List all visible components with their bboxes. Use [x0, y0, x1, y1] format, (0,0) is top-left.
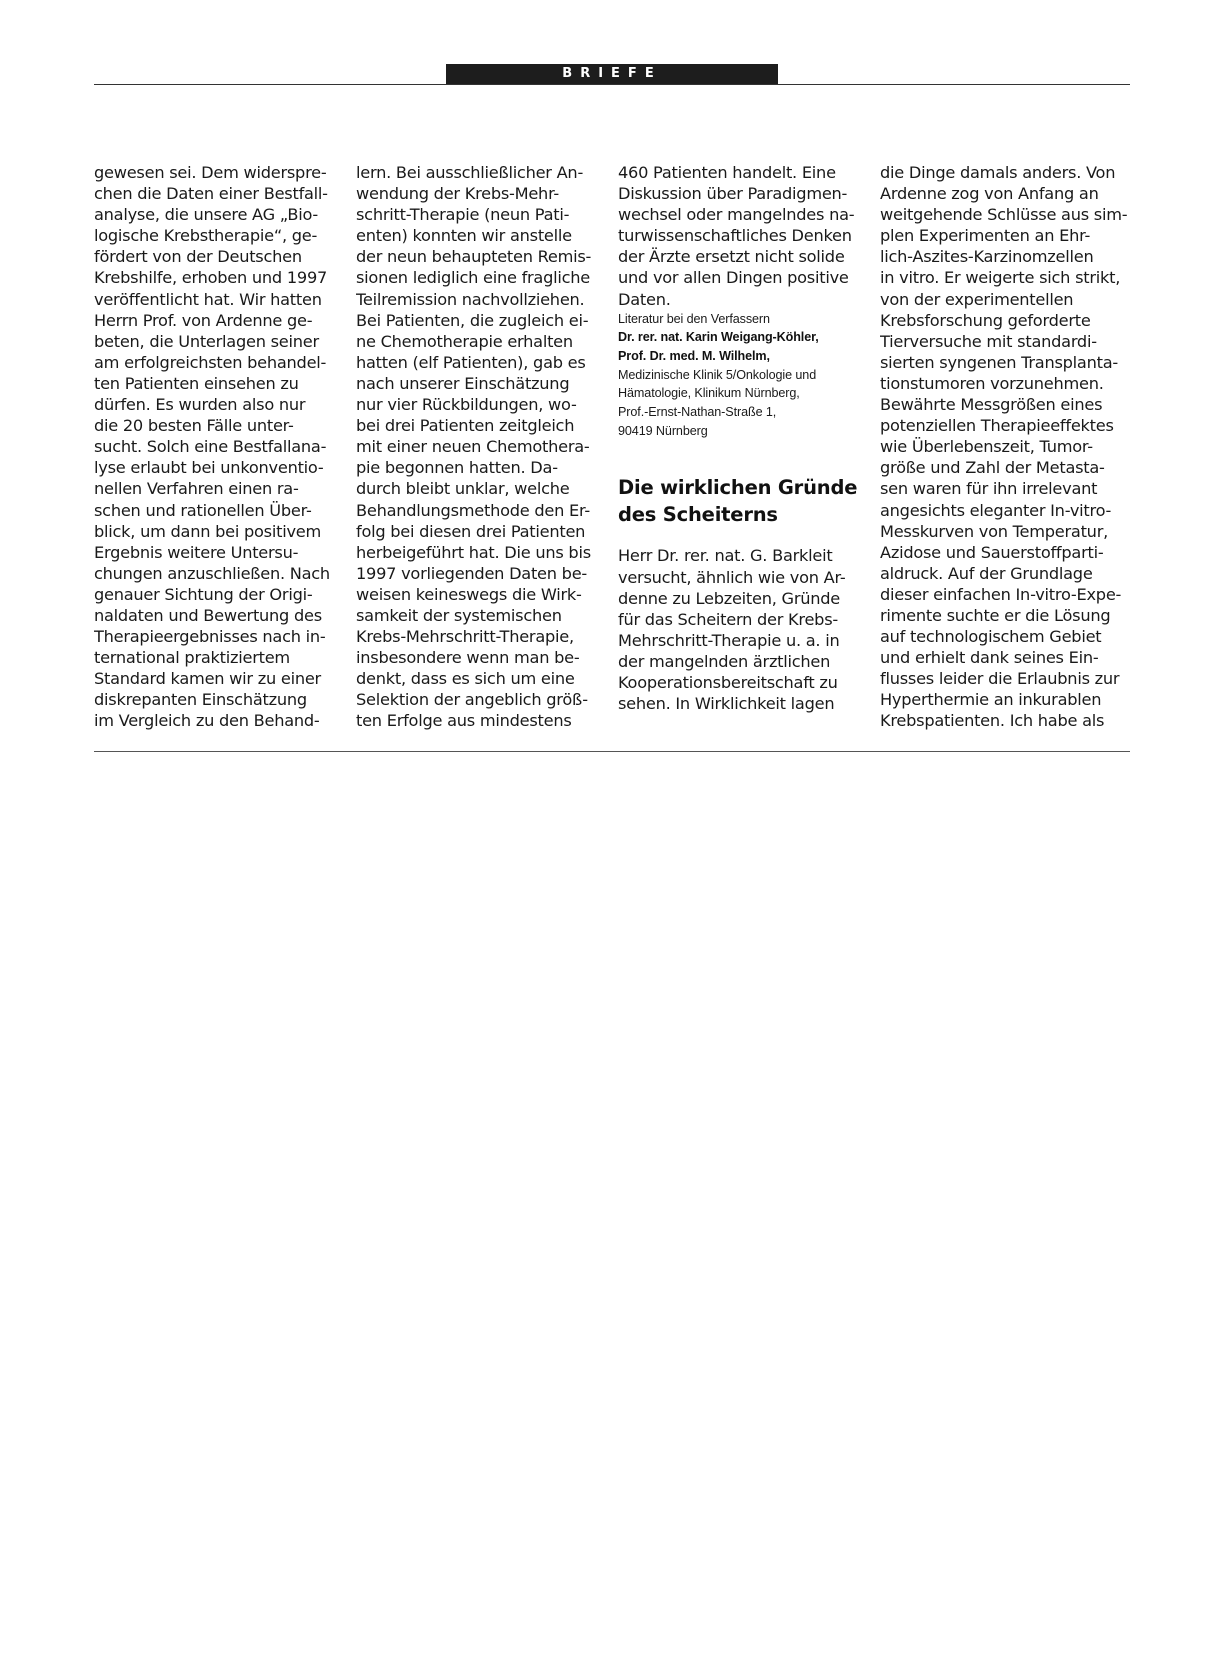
- author-line: Dr. rer. nat. Karin Weigang-Köhler,: [618, 330, 819, 345]
- text-line: 1997 vorliegenden Daten be-: [356, 563, 587, 583]
- text-line: Krebspatienten. Ich habe als: [880, 711, 1105, 731]
- text-line: Messkurven von Temperatur,: [880, 521, 1108, 541]
- text-line: Standard kamen wir zu einer: [94, 669, 321, 689]
- text-line: durch bleibt unklar, welche: [356, 479, 570, 499]
- text-line: der neun behaupteten Remis-: [356, 247, 592, 267]
- text-column-4: [880, 162, 1132, 732]
- text-line: für das Scheitern der Krebs-: [618, 609, 838, 629]
- text-line: gewesen sei. Dem widerspre-: [94, 163, 327, 182]
- text-line: mit einer neuen Chemothera-: [356, 437, 590, 457]
- text-line: Teilremission nachvollziehen.: [356, 289, 585, 309]
- text-line: Mehrschritt-Therapie u. a. in: [618, 630, 840, 650]
- footer-rule: [94, 751, 1130, 752]
- text-line: lern. Bei ausschließlicher An-: [356, 163, 584, 182]
- text-line: turwissenschaftliches Denken: [618, 226, 852, 246]
- text-line: Bewährte Messgrößen eines: [880, 395, 1103, 415]
- text-line: rimente suchte er die Lösung: [880, 605, 1111, 625]
- text-line: ternational praktiziertem: [94, 648, 290, 668]
- text-line: insbesondere wenn man be-: [356, 648, 580, 668]
- text-line: und vor allen Dingen positive: [618, 268, 849, 288]
- text-line: aldruck. Auf der Grundlage: [880, 563, 1093, 583]
- text-line: flusses leider die Erlaubnis zur: [880, 669, 1120, 689]
- text-line: Selektion der angeblich größ-: [356, 690, 588, 710]
- address-line: Prof.-Ernst-Nathan-Straße 1,: [618, 405, 777, 420]
- text-line: angesichts eleganter In-vitro-: [880, 500, 1112, 520]
- section-heading: Die wirklichen Gründe: [618, 476, 858, 500]
- text-line: versucht, ähnlich wie von Ar-: [618, 567, 846, 587]
- text-line: beten, die Unterlagen seiner: [94, 331, 319, 351]
- text-line: sionen lediglich eine fragliche: [356, 268, 590, 288]
- section-heading: des Scheiterns: [618, 503, 778, 527]
- author-line: Prof. Dr. med. M. Wilhelm,: [618, 349, 770, 364]
- header-rule: [94, 84, 1130, 85]
- text-line: Hyperthermie an inkurablen: [880, 690, 1102, 710]
- text-line: chungen anzuschließen. Nach: [94, 563, 330, 583]
- text-line: Kooperationsbereitschaft zu: [618, 673, 838, 693]
- text-line: Krebshilfe, erhoben und 1997: [94, 268, 328, 288]
- text-line: folg bei diesen drei Patienten: [356, 521, 586, 541]
- text-line: ten Erfolge aus mindestens: [356, 711, 572, 731]
- text-line: Krebs-Mehrschritt-Therapie,: [356, 627, 574, 647]
- text-line: plen Experimenten an Ehr-: [880, 226, 1091, 246]
- text-line: chen die Daten einer Bestfall-: [94, 184, 328, 204]
- text-line: Bei Patienten, die zugleich ei-: [356, 310, 589, 330]
- text-line: Ardenne zog von Anfang an: [880, 184, 1099, 204]
- text-line: Herrn Prof. von Ardenne ge-: [94, 310, 313, 330]
- text-line: weitgehende Schlüsse aus sim-: [880, 205, 1128, 225]
- text-line: wendung der Krebs-Mehr-: [356, 184, 560, 204]
- text-line: sierten syngenen Transplanta-: [880, 352, 1118, 372]
- text-column-1: [94, 162, 346, 732]
- text-line: Diskussion über Paradigmen-: [618, 184, 848, 204]
- text-line: schritt-Therapie (neun Pati-: [356, 205, 570, 225]
- text-line: die 20 besten Fälle unter-: [94, 416, 294, 436]
- text-line: tionstumoren vorzunehmen.: [880, 373, 1104, 393]
- address-line: 90419 Nürnberg: [618, 423, 708, 438]
- text-line: wie Überlebenszeit, Tumor-: [880, 437, 1093, 457]
- text-line: samkeit der systemischen: [356, 605, 562, 625]
- text-line: der mangelnden ärztlichen: [618, 651, 831, 671]
- text-line: der Ärzte ersetzt nicht solide: [618, 247, 845, 267]
- text-line: diskrepanten Einschätzung: [94, 690, 307, 710]
- text-line: nellen Verfahren einen ra-: [94, 479, 299, 499]
- text-line: 460 Patienten handelt. Eine: [618, 163, 836, 182]
- text-line: in vitro. Er weigerte sich strikt,: [880, 268, 1121, 288]
- text-line: herbeigeführt hat. Die uns bis: [356, 542, 591, 562]
- text-line: im Vergleich zu den Behand-: [94, 711, 320, 731]
- text-line: sucht. Solch eine Bestfallana-: [94, 437, 327, 457]
- text-line: lyse erlaubt bei unkonventio-: [94, 458, 324, 478]
- text-line: hatten (elf Patienten), gab es: [356, 352, 586, 372]
- section-tab: BRIEFE: [446, 64, 778, 84]
- text-line: ten Patienten einsehen zu: [94, 373, 299, 393]
- text-line: schen und rationellen Über-: [94, 500, 312, 520]
- text-line: Daten.: [618, 289, 671, 309]
- text-line: die Dinge damals anders. Von: [880, 163, 1116, 182]
- text-line: blick, um dann bei positivem: [94, 521, 322, 541]
- text-line: enten) konnten wir anstelle: [356, 226, 572, 246]
- text-line: größe und Zahl der Metasta-: [880, 458, 1105, 478]
- text-line: ne Chemotherapie erhalten: [356, 331, 573, 351]
- text-line: analyse, die unsere AG „Bio-: [94, 205, 318, 225]
- text-line: Behandlungsmethode den Er-: [356, 500, 590, 520]
- text-line: Azidose und Sauerstoffparti-: [880, 542, 1104, 562]
- text-line: Tierversuche mit standardi-: [880, 331, 1097, 351]
- text-line: naldaten und Bewertung des: [94, 605, 322, 625]
- text-line: wechsel oder mangelndes na-: [618, 205, 855, 225]
- text-line: nach unserer Einschätzung: [356, 373, 570, 393]
- text-line: dieser einfachen In-vitro-Expe-: [880, 584, 1122, 604]
- text-line: Ergebnis weitere Untersu-: [94, 542, 299, 562]
- text-line: pie begonnen hatten. Da-: [356, 458, 558, 478]
- text-line: sehen. In Wirklichkeit lagen: [618, 694, 835, 714]
- address-line: Hämatologie, Klinikum Nürnberg,: [618, 386, 800, 401]
- text-line: am erfolgreichsten behandel-: [94, 352, 327, 372]
- text-line: dürfen. Es wurden also nur: [94, 395, 306, 415]
- text-line: veröffentlicht hat. Wir hatten: [94, 289, 322, 309]
- text-line: von der experimentellen: [880, 289, 1074, 309]
- text-line: Herr Dr. rer. nat. G. Barkleit: [618, 546, 833, 566]
- text-line: Therapieergebnisses nach in-: [94, 627, 326, 647]
- text-line: bei drei Patienten zeitgleich: [356, 416, 575, 436]
- text-line: fördert von der Deutschen: [94, 247, 302, 267]
- text-line: nur vier Rückbildungen, wo-: [356, 395, 577, 415]
- text-line: Krebsforschung geforderte: [880, 310, 1091, 330]
- text-line: lich-Aszites-Karzinomzellen: [880, 247, 1094, 267]
- text-line: und erhielt dank seines Ein-: [880, 648, 1099, 668]
- text-line: genauer Sichtung der Origi-: [94, 584, 313, 604]
- text-line: denkt, dass es sich um eine: [356, 669, 575, 689]
- text-line: denne zu Lebzeiten, Gründe: [618, 588, 840, 608]
- text-line: auf technologischem Gebiet: [880, 627, 1102, 647]
- literature-note: Literatur bei den Verfassern: [618, 311, 770, 326]
- text-line: potenziellen Therapieeffektes: [880, 416, 1114, 436]
- text-column-2: [356, 162, 608, 732]
- text-line: weisen keineswegs die Wirk-: [356, 584, 582, 604]
- text-column-3: [618, 162, 870, 714]
- address-line: Medizinische Klinik 5/Onkologie und: [618, 367, 817, 382]
- text-line: logische Krebstherapie“, ge-: [94, 226, 318, 246]
- text-line: sen waren für ihn irrelevant: [880, 479, 1098, 499]
